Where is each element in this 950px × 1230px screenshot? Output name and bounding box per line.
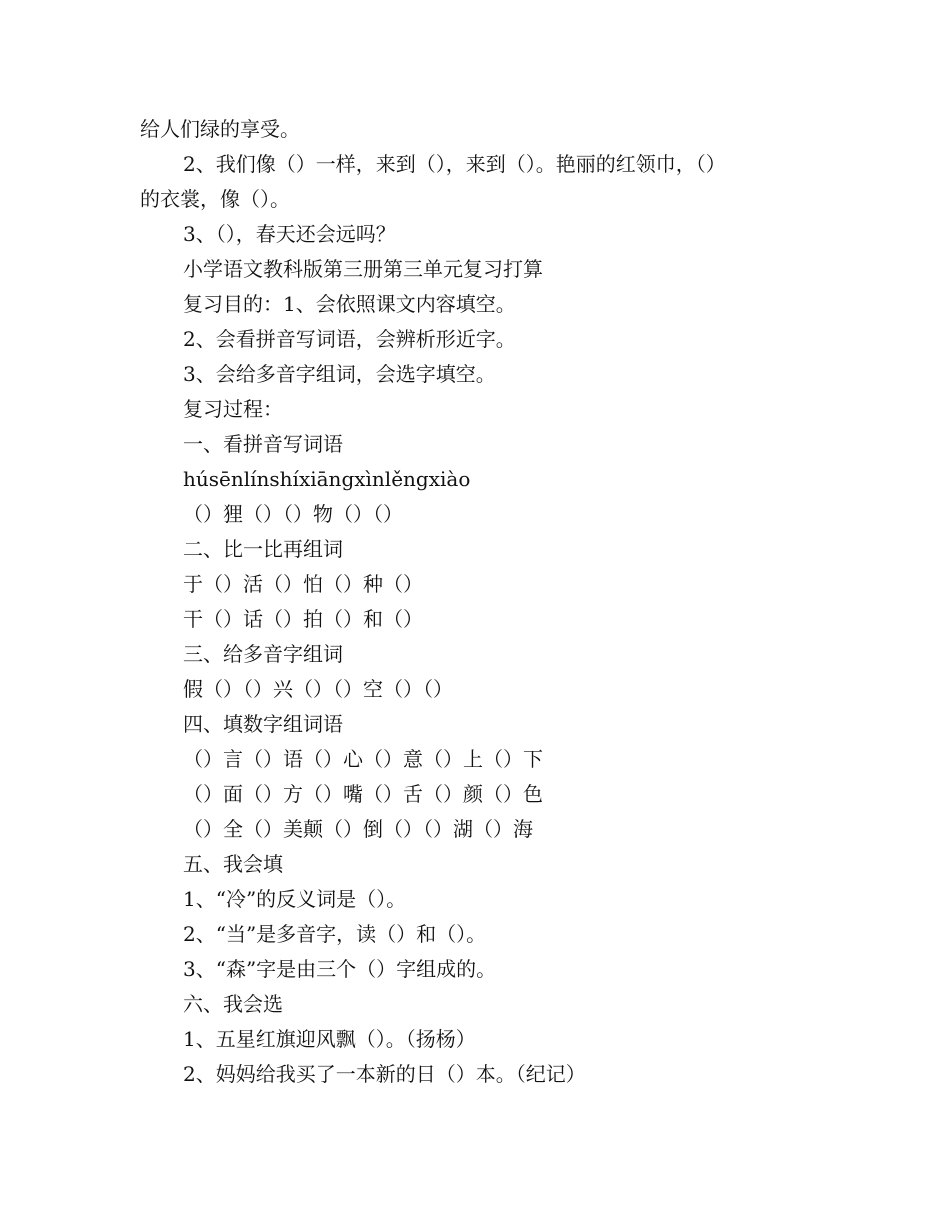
exercise-5-heading: 五、我会填 (183, 852, 283, 876)
text-line-1: 给人们绿的享受。 (140, 117, 300, 141)
exercise-3-row: 假（）（）兴（）（）空（）（） (183, 677, 453, 701)
text-line-3: 的衣裳，像（）。 (140, 187, 290, 211)
review-goal-1: 复习目的：1、会依照课文内容填空。 (183, 292, 516, 316)
review-goal-3: 3、会给多音字组词，会选字填空。 (183, 362, 496, 386)
section-title: 小学语文教科版第三册第三单元复习打算 (183, 257, 543, 281)
exercise-1-blanks: （）狸（）（）物（）（） (183, 502, 403, 526)
exercise-4-row-2: （）面（）方（）嘴（）舌（）颜（）色 (183, 782, 543, 806)
document-body (140, 112, 820, 1092)
exercise-6-item-1: 1、五星红旗迎风飘（）。（扬杨） (183, 1027, 476, 1051)
exercise-2-row-2: 干（）话（）拍（）和（） (183, 607, 423, 631)
review-goal-2: 2、会看拼音写词语，会辨析形近字。 (183, 327, 516, 351)
exercise-2-row-1: 于（）活（）怕（）种（） (183, 572, 423, 596)
exercise-2-heading: 二、比一比再组词 (183, 537, 343, 561)
pinyin-line: húsēnlínshíxiāngxìnlěngxiào (183, 467, 471, 491)
exercise-5-item-1: 1、“冷”的反义词是（）。 (183, 887, 407, 911)
exercise-6-item-2: 2、妈妈给我买了一本新的日（）本。（纪记） (183, 1062, 586, 1086)
exercise-4-heading: 四、填数字组词语 (183, 712, 343, 736)
text-line-2: 2、我们像（）一样，来到（），来到（）。艳丽的红领巾，（） (183, 152, 726, 176)
exercise-1-heading: 一、看拼音写词语 (183, 432, 343, 456)
exercise-5-item-3: 3、“森”字是由三个（）字组成的。 (183, 957, 497, 981)
exercise-4-row-3: （）全（）美颠（）倒（）（）湖（）海 (183, 817, 533, 841)
exercise-6-heading: 六、我会选 (183, 992, 283, 1016)
exercise-5-item-2: 2、“当”是多音字，读（）和（）。 (183, 922, 487, 946)
exercise-4-row-1: （）言（）语（）心（）意（）上（）下 (183, 747, 543, 771)
exercise-3-heading: 三、给多音字组词 (183, 642, 343, 666)
text-line-4: 3、（），春天还会远吗？ (183, 222, 396, 246)
review-process-heading: 复习过程： (183, 397, 283, 421)
